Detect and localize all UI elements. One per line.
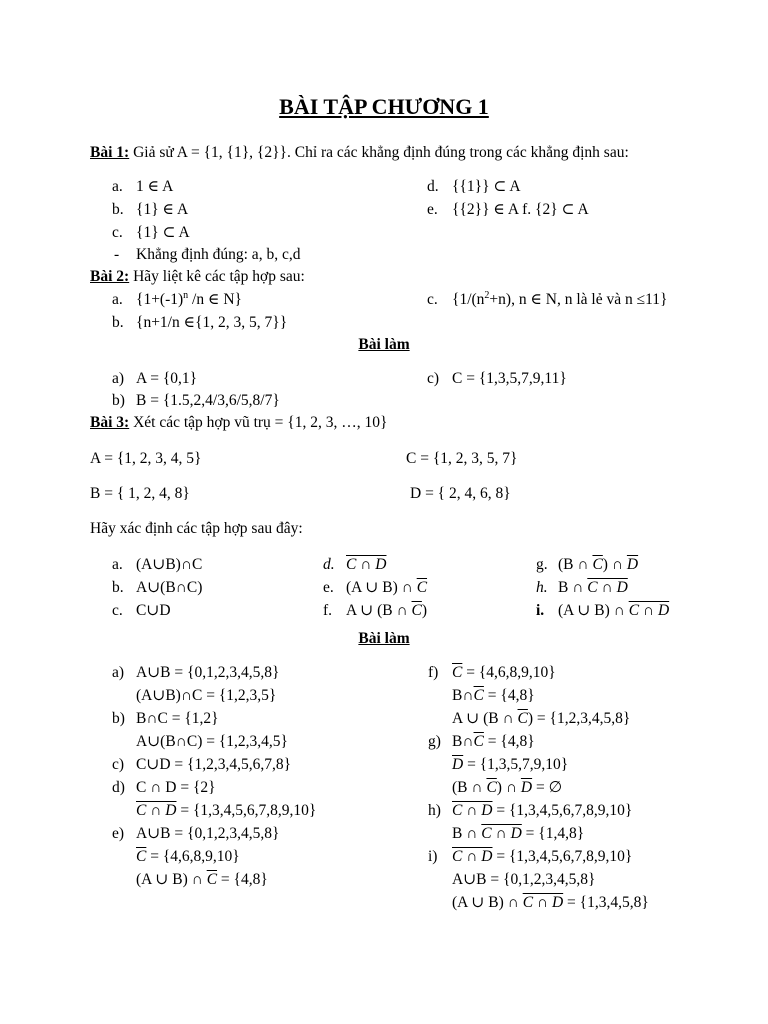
bailam1-b-mark: b) — [112, 392, 125, 409]
ans-f-2: $B\cap\overline{C} = \{4,8\}$ — [452, 687, 535, 704]
bai3-f-mark: f. — [323, 602, 333, 619]
set-d: D = { 2, 4, 6, 8} — [410, 485, 511, 502]
bailam1-c: C = {1,3,5,7,9,11} — [452, 370, 567, 387]
bai1-item-e: {{2}} ∈ A f. {2} ⊂ A — [452, 201, 589, 218]
bai2-heading: Bài 2: — [90, 268, 130, 285]
bai3-d-mark: d. — [323, 556, 335, 573]
ans-f-3: A ∪ (B ∩ $\overline{C}) = \{1,2,3,4,5,8\}$ — [452, 710, 631, 727]
bai3-a-mark: a. — [112, 556, 123, 573]
bai3-g: (B ∩ $\overline{C}$) ∩ $\overline{D}$ — [558, 556, 639, 573]
bai1-line — [90, 144, 629, 162]
bai3-f: A ∪ (B ∩ $\overline{C}$) — [346, 602, 428, 619]
bai3-b-mark: b. — [112, 579, 124, 596]
ans-h-mark: h) — [428, 802, 441, 819]
bai3-heading: Bài 3: — [90, 414, 130, 431]
bai1-item-c-mark: c. — [112, 224, 123, 241]
bai1-item-b: {1} ∈ A — [136, 201, 189, 218]
ans-i-1: C ∩ D = {1,3,4,5,6,7,8,9,10} — [452, 848, 633, 865]
ans-g-1: $B\cap\overline{C} = \{4,8\}$ — [452, 733, 535, 750]
bai2-a: {$1+(-1)^n$ /n ∈ N} — [136, 289, 242, 308]
bai3-line — [90, 414, 387, 432]
bai3-c-mark: c. — [112, 602, 123, 619]
ans-i-mark: i) — [428, 848, 438, 865]
ans-b-2: A∪(B∩C) = {1,2,3,4,5} — [136, 733, 288, 750]
bai1-item-a: 1 ∈ A — [136, 178, 174, 195]
bai1-item-d-mark: d. — [427, 178, 439, 195]
bai3-i: (A ∪ B) ∩ C ∩ D — [558, 602, 670, 619]
ans-e-3: (A ∪ B) ∩ $\overline{C} = \{4,8\}$ — [136, 871, 268, 888]
bai1-item-a-mark: a. — [112, 178, 123, 195]
bai2-c-mark: c. — [427, 291, 438, 308]
bai3-g-mark: g. — [536, 556, 548, 573]
bai1-item-d: {{1}} ⊂ A — [452, 178, 521, 195]
bai3-e: (A ∪ B) ∩ $\overline{C}$ — [346, 579, 428, 596]
ans-i-3: (A ∪ B) ∩ C ∩ D = {1,3,4,5,8} — [452, 894, 649, 911]
bai3-c: C∪D — [136, 602, 171, 619]
bai1-answer-mark: - — [114, 246, 120, 263]
ans-f-mark: f) — [428, 664, 439, 681]
ans-d-1: C ∩ D = {2} — [136, 779, 216, 796]
ans-g-2: $\overline{D} = \{1,3,5,7,9,10\}$ — [452, 756, 569, 773]
bai1-item-e-mark: e. — [427, 201, 438, 218]
bai2-a-mark: a. — [112, 291, 123, 308]
bailam2-heading: Bài làm — [358, 630, 410, 647]
ans-c-mark: c) — [112, 756, 125, 773]
bai3-text: Xét các tập hợp vũ trụ = {1, 2, 3, …, 10} — [129, 414, 388, 431]
bailam1-a: A = {0,1} — [136, 370, 198, 387]
bai1-answer: Khẳng định đúng: a, b, c,d — [136, 246, 301, 263]
set-b: B = { 1, 2, 4, 8} — [90, 485, 190, 502]
ans-e-mark: e) — [112, 825, 125, 842]
bai3-h: B ∩ C ∩ D — [558, 579, 628, 596]
bai3-a: (A∪B)∩C — [136, 556, 203, 573]
bai3-b: A∪(B∩C) — [136, 579, 203, 596]
ans-d-2: C ∩ D = {1,3,4,5,6,7,8,9,10} — [136, 802, 317, 819]
bai1-text: Giả sử A = {1, {1}, {2}}. Chỉ ra các khẳng định đúng trong các khẳng định sau: — [129, 144, 629, 161]
page-title: BÀI TẬP CHƯƠNG 1 — [279, 94, 489, 119]
bai1-heading: Bài 1: — [90, 144, 130, 161]
ans-c-1: C∪D = {1,2,3,4,5,6,7,8} — [136, 756, 292, 773]
ans-a-2: (A∪B)∩C = {1,2,3,5} — [136, 687, 277, 704]
ans-a-1: A∪B = {0,1,2,3,4,5,8} — [136, 664, 280, 681]
ans-g-3: (B ∩ $\overline{C}$) ∩ $\overline{D}$ = ∅ — [452, 779, 563, 796]
bailam1-c-mark: c) — [427, 370, 440, 387]
ans-i-2: A∪B = {0,1,2,3,4,5,8} — [452, 871, 596, 888]
ans-f-1: $\overline{C} = \{4,6,8,9,10\}$ — [452, 664, 556, 681]
bai3-e-mark: e. — [323, 579, 334, 596]
ans-e-1: A∪B = {0,1,2,3,4,5,8} — [136, 825, 280, 842]
ans-b-1: B∩C = {1,2} — [136, 710, 219, 727]
set-a: A = {1, 2, 3, 4, 5} — [90, 450, 202, 467]
set-c: C = {1, 2, 3, 5, 7} — [406, 450, 518, 467]
ans-b-mark: b) — [112, 710, 125, 727]
ans-g-mark: g) — [428, 733, 441, 750]
bai3-prompt: Hãy xác định các tập hợp sau đây: — [90, 520, 303, 537]
ans-d-mark: d) — [112, 779, 125, 796]
ans-a-mark: a) — [112, 664, 125, 681]
bai2-text: Hãy liệt kê các tập hợp sau: — [129, 268, 305, 285]
bailam1-a-mark: a) — [112, 370, 125, 387]
ans-h-2: B ∩ C ∩ D = {1,4,8} — [452, 825, 585, 842]
bai2-b-mark: b. — [112, 314, 124, 331]
bai1-item-b-mark: b. — [112, 201, 124, 218]
bai3-i-mark: i. — [536, 602, 545, 619]
bai2-b: {n+1/n ∈{1, 2, 3, 5, 7}} — [136, 314, 288, 331]
bailam1-b: B = {1.5,2,4/3,6/5,8/7} — [136, 392, 280, 409]
bai2-line — [90, 268, 305, 286]
ans-e-2: $\overline{C} = \{4,6,8,9,10\}$ — [136, 848, 240, 865]
bai2-c: {$1/(n^2+n)$, n ∈ N, n là lẻ và n ≤11} — [452, 289, 668, 308]
bai3-h-mark: h. — [536, 579, 548, 596]
ans-h-1: C ∩ D = {1,3,4,5,6,7,8,9,10} — [452, 802, 633, 819]
bai1-item-c: {1} ⊂ A — [136, 224, 190, 241]
bai3-d: C ∩ D — [346, 556, 387, 573]
bailam1-heading: Bài làm — [358, 336, 410, 353]
